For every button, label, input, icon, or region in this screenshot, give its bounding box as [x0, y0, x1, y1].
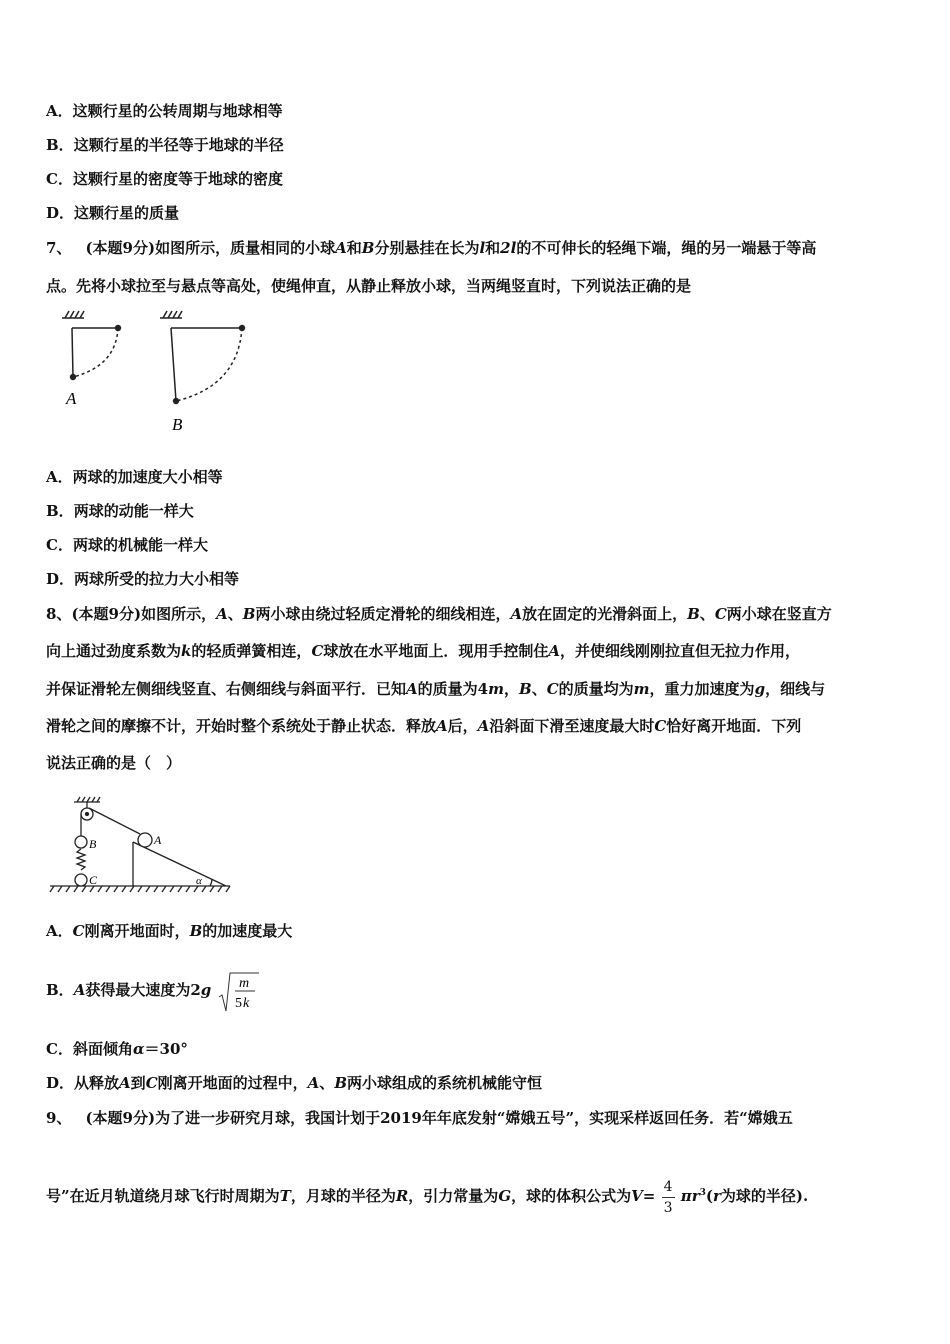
q8-stem-line4: 滑轮之间的摩擦不计，开始时整个系统处于静止状态．释放A后，A沿斜面下滑至速度最大时C恰好离开地面．下列 — [46, 717, 802, 735]
q9-volume-fraction: $\frac{4}{3}$ — [663, 1178, 673, 1216]
q7-label-b: B — [172, 415, 183, 434]
q8-ball-b — [75, 836, 87, 848]
q6-option-c: C．这颗行星的密度等于地球的密度 — [46, 170, 283, 188]
q8-frac-den-var: k — [242, 995, 249, 1011]
q7-stem-line1: 7、 (本题9分)如图所示，质量相同的小球A和B分别悬挂在长为l和2l的不可伸长的轻绳下端，绳的另一端悬于等高 — [46, 239, 817, 257]
q8-option-d: D．从释放A到C刚离开地面的过程中，A、B两小球组成的系统机械能守恒 — [46, 1074, 543, 1092]
q7-stem-line2: 点。先将小球拉至与悬点等高处，使绳伸直，从静止释放小球，当两绳竖直时，下列说法正确的是 — [46, 277, 692, 295]
q8-label-b: B — [89, 837, 97, 851]
q8-stem-line1: 8、(本题9分)如图所示，A、B两小球由绕过轻质定滑轮的细线相连，A放在固定的光滑斜面上，B、C两小球在竖直方 — [46, 605, 832, 623]
q8-label-a: A — [154, 833, 162, 847]
q8-option-a: A．C刚离开地面时，B的加速度最大 — [46, 922, 293, 940]
q6-option-d: D．这颗行星的质量 — [46, 204, 180, 222]
q8-ball-a — [138, 833, 152, 847]
q8-option-c: C．斜面倾角α＝30° — [46, 1040, 188, 1058]
q9-stem-line1: 9、 (本题9分)为了进一步研究月球，我国计划于2019年年底发射“嫦娥五号”，实现采样返回任务．若“嫦娥五 — [46, 1109, 793, 1127]
q6-option-b: B．这颗行星的半径等于地球的半径 — [46, 136, 284, 154]
q7-option-a: A．两球的加速度大小相等 — [46, 468, 223, 486]
q8-frac-num: m — [238, 975, 249, 991]
q8-ball-c — [75, 874, 87, 886]
q8-stem-line3: 并保证滑轮左侧细线竖直、右侧细线与斜面平行．已知A的质量为4m，B、C的质量均为m，重力加速度为g，细线与 — [46, 680, 826, 698]
q9-stem-line2: 号”在近月轨道绕月球飞行时周期为T，月球的半径为R，引力常量为G，球的体积公式为V= $\frac{4}{3}$ $\pi r^3(r$为球的半径). — [46, 1178, 809, 1216]
q8-option-b: B．A获得最大速度为2g m 5 k — [46, 967, 261, 1013]
q8-label-c: C — [89, 873, 98, 887]
q8-frac-den-num: 5 — [234, 995, 242, 1011]
q8-stem-line5: 说法正确的是（ ） — [46, 754, 182, 772]
q8-pulley-incline-figure — [48, 794, 238, 896]
q7-ball-b-start — [239, 325, 245, 331]
q8-label-alpha: α — [196, 875, 202, 887]
q7-ball-a-start — [115, 325, 121, 331]
q8-stem-line2: 向上通过劲度系数为k的轻质弹簧相连，C球放在水平地面上．现用手控制住A，并使细线刚刚拉直但无拉力作用， — [46, 642, 801, 660]
q7-option-b: B．两球的动能一样大 — [46, 502, 194, 520]
q7-option-c: C．两球的机械能一样大 — [46, 536, 208, 554]
q6-option-a: A．这颗行星的公转周期与地球相等 — [46, 102, 283, 120]
q8-sqrt-expression — [217, 968, 261, 1015]
q7-option-d: D．两球所受的拉力大小相等 — [46, 570, 240, 588]
q7-ball-a — [70, 374, 76, 380]
q7-label-a: A — [66, 389, 77, 408]
q7-pendulum-figure — [56, 306, 266, 438]
q7-ball-b — [173, 398, 179, 404]
